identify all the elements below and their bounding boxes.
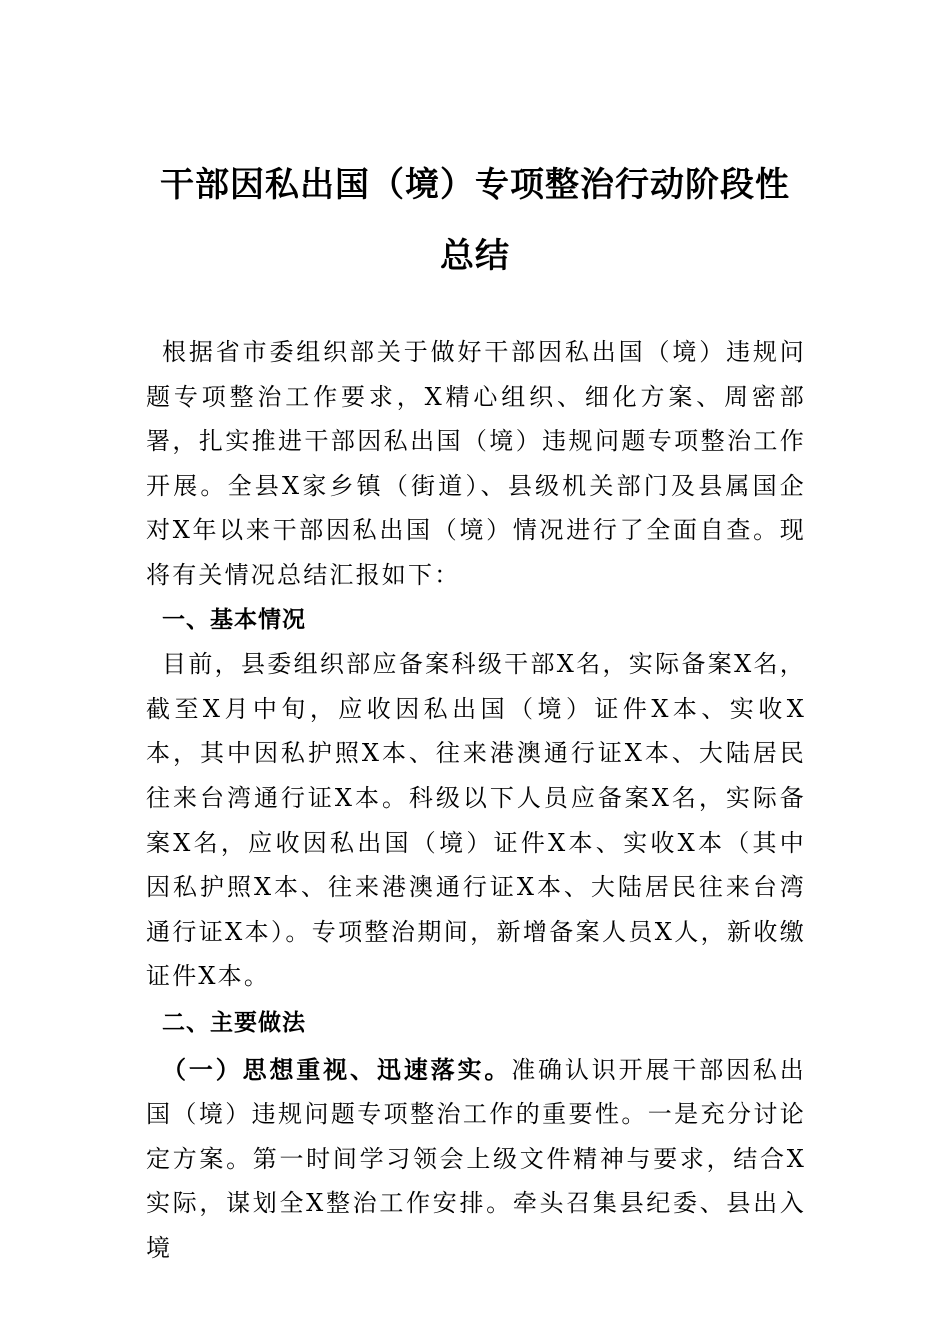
section-2-heading: 二、主要做法 [162,1009,306,1036]
subsection-1-text: 准确认识开展干部因私出国（境）违规问题专项整治工作的重要性。一是充分讨论定方案。第一时间学习领会上级文件精神与要求，结合X实际，谋划全X整治工作安排。牵头召集县纪委、县出入境 [146,1055,806,1262]
section-1-heading: 一、基本情况 [162,606,306,633]
document-title-line-2: 总结 [440,236,510,276]
document-body [146,330,806,1270]
section-1-paragraph: 目前，县委组织部应备案科级干部X名，实际备案X名，截至X月中旬，应收因私出国（境）证件X本、实收X本，其中因私护照X本、往来港澳通行证X本、大陆居民往来台湾通行证X本。科级以下人员应备案X名，实际备案X名，应收因私出国（境）证件X本、实收X本（其中因私护照X本、往来港澳通行证X本、大陆居民往来台湾通行证X本）。专项整治期间，新增备案人员X人，新收缴证件X本。 [146,650,806,991]
subsection-1-paragraph [146,1048,806,1271]
subsection-1-lead: （一）思想重视、迅速落实。 [162,1054,512,1084]
document-title-line-1: 干部因私出国（境）专项整治行动阶段性 [160,165,790,205]
intro-paragraph: 根据省市委组织部关于做好干部因私出国（境）违规问题专项整治工作要求，X精心组织、细化方案、周密部署，扎实推进干部因私出国（境）违规问题专项整治工作开展。全县X家乡镇（街道）、县级机关部门及县属国企对X年以来干部因私出国（境）情况进行了全面自查。现将有关情况总结汇报如下： [146,338,806,589]
